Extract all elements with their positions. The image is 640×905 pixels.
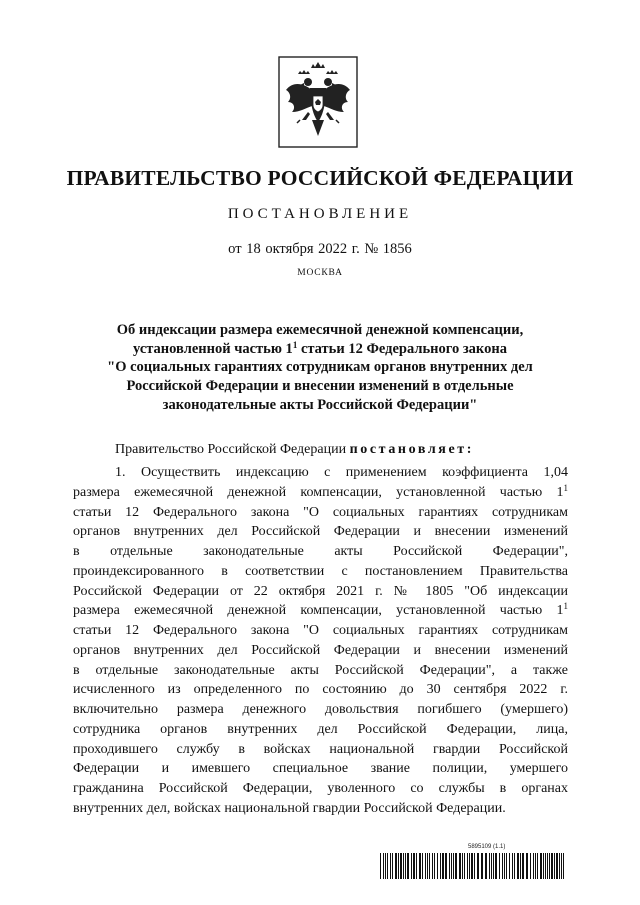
paragraph-line: исчисленного из определенного по состоянию до 30 сентября 2022 г.	[73, 682, 568, 698]
paragraph-line: органов внутренних дел Российской Федерации и внесении изменений	[73, 642, 568, 658]
barcode-code: 5895109 (1.1)	[468, 844, 506, 850]
paragraph-line: размера ежемесячной денежной компенсации, установленной частью $1^1$	[73, 601, 568, 619]
paragraph-line: статьи 12 Федерального закона "О социальных гарантиях сотрудникам	[73, 623, 568, 638]
barcode-block	[380, 844, 570, 884]
paragraph-line: 1. Осуществить индексацию с применением коэффициента 1,04	[115, 465, 568, 480]
paragraph-line: органов внутренних дел Российской Федерации и внесении изменений	[73, 524, 568, 540]
paragraph-line: гражданина Российской Федерации, уволенного со службы в органах	[73, 781, 568, 796]
subject-line: Российской Федерации и внесении изменений в отдельные	[126, 378, 514, 395]
paragraph-line: проиндексированного в соответствии с постановлением Правительства	[73, 563, 568, 579]
subject-line: Об индексации размера ежемесячной денежной компенсации,	[116, 322, 524, 338]
paragraph-1	[73, 463, 568, 819]
resolves-word: постановляет:	[349, 442, 474, 457]
paragraph-line: внутренних дел, войсках национальной гвардии Российской Федерации.	[73, 800, 506, 816]
paragraph-line: размера ежемесячной денежной компенсации, установленной частью $1^1$	[73, 482, 568, 500]
paragraph-line: в отдельные законодательные акты Российской Федерации",	[73, 544, 568, 559]
paragraph-line: Российской Федерации от 22 октября 2021 г. № 1805 "Об индексации	[73, 583, 568, 599]
subject-line: установленной частью $1^1$ статьи 12 Федерального закона	[133, 339, 507, 357]
barcode-icon	[380, 853, 566, 879]
subject-line: законодательные акты Российской Федерации"	[162, 396, 478, 413]
paragraph-line: в отдельные законодательные акты Российской Федерации", а также	[73, 662, 568, 678]
paragraph-line: проходившего службу в войсках национальной гвардии Российской	[73, 741, 568, 757]
document-type: ПОСТАНОВЛЕНИЕ	[227, 206, 413, 222]
paragraph-line: включительно размера денежного довольствия погибшего (умершего)	[73, 702, 568, 717]
document-date-number: от 18 октября 2022 г. № 1856	[228, 241, 412, 257]
paragraph-line: статьи 12 Федерального закона "О социальных гарантиях сотрудникам	[73, 504, 568, 520]
subject-line: "О социальных гарантиях сотрудникам органов внутренних дел	[107, 359, 533, 376]
document-subject	[90, 321, 550, 415]
paragraph-line: Федерации и имевшего специальное звание полиции, умершего	[73, 761, 568, 777]
preamble: Правительство Российской Федерации постановляет:	[115, 442, 474, 457]
government-title: ПРАВИТЕЛЬСТВО РОССИЙСКОЙ ФЕДЕРАЦИИ	[66, 166, 574, 190]
paragraph-line: сотрудника органов внутренних дел Российской Федерации, лица,	[73, 721, 568, 737]
coat-of-arms-icon	[278, 56, 358, 148]
document-city: МОСКВА	[297, 268, 343, 278]
